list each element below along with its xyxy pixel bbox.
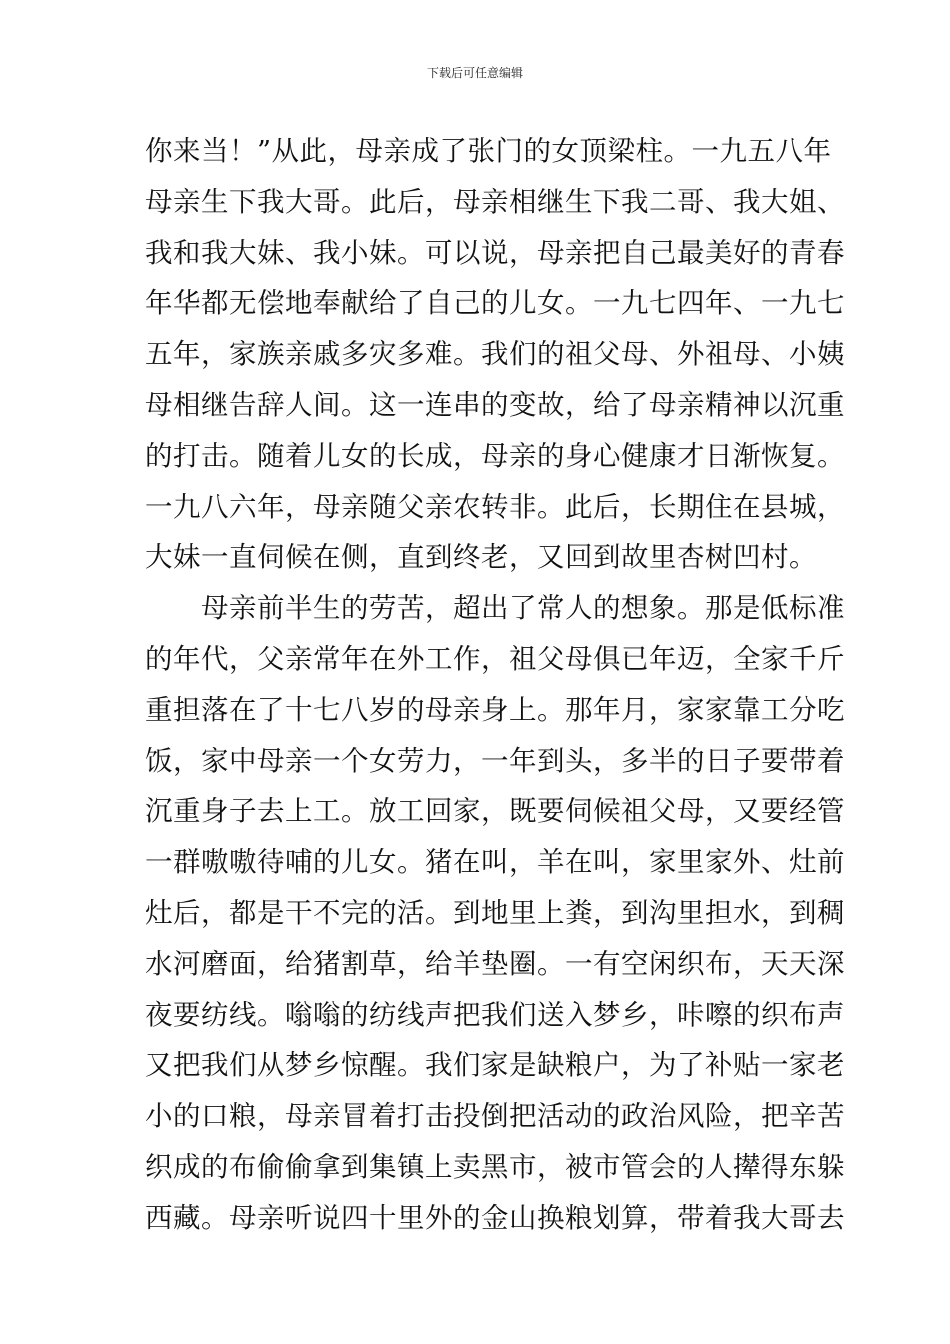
text-line: 西藏。母亲听说四十里外的金山换粮划算，带着我大哥去 (145, 1201, 845, 1234)
text-line: 饭，家中母亲一个女劳力，一年到头，多半的日子要带着 (145, 744, 845, 777)
text-line: 一九八六年，母亲随父亲农转非。此后，长期住在县城， (145, 490, 845, 523)
text-line: 夜要纺线。嗡嗡的纺线声把我们送入梦乡，咔嚓的织布声 (145, 998, 845, 1031)
text-line: 小的口粮，母亲冒着打击投倒把活动的政治风险，把辛苦 (145, 1100, 845, 1133)
text-line: 灶后，都是干不完的活。到地里上粪，到沟里担水，到稠 (145, 896, 845, 929)
text-line: 的年代，父亲常年在外工作，祖父母俱已年迈，全家千斤 (145, 642, 845, 675)
text-line: 水河磨面，给猪割草，给羊垫圈。一有空闲织布，天天深 (145, 947, 845, 980)
text-line: 我和我大妹、我小妹。可以说，母亲把自己最美好的青春 (145, 236, 845, 269)
page-header: 下载后可任意编辑 (426, 66, 523, 80)
text-line: 一群嗷嗷待哺的儿女。猪在叫，羊在叫，家里家外、灶前 (145, 846, 845, 879)
text-line: 年华都无偿地奉献给了自己的儿女。一九七四年、一九七 (145, 287, 845, 320)
text-line: 母相继告辞人间。这一连串的变故，给了母亲精神以沉重 (145, 388, 845, 421)
text-line: 的打击。随着儿女的长成，母亲的身心健康才日渐恢复。 (145, 439, 845, 472)
text-line: 大妹一直伺候在侧，直到终老，又回到故里杏树凹村。 (145, 541, 817, 574)
text-line: 重担落在了十七八岁的母亲身上。那年月，家家靠工分吃 (145, 693, 845, 726)
text-line: 五年，家族亲戚多灾多难。我们的祖父母、外祖母、小姨 (145, 338, 845, 371)
text-line: 你来当！”从此，母亲成了张门的女顶梁柱。一九五八年 (145, 135, 832, 167)
paragraph-start-line: 母亲前半生的劳苦，超出了常人的想象。那是低标准 (201, 592, 845, 625)
text-line: 又把我们从梦乡惊醒。我们家是缺粮户，为了补贴一家老 (145, 1049, 845, 1082)
text-line: 织成的布偷偷拿到集镇上卖黑市，被市管会的人撵得东躲 (145, 1150, 845, 1183)
text-line: 沉重身子去上工。放工回家，既要伺候祖父母，又要经管 (145, 795, 845, 828)
document-body (145, 126, 845, 1244)
text-line: 母亲生下我大哥。此后，母亲相继生下我二哥、我大姐、 (145, 185, 845, 218)
